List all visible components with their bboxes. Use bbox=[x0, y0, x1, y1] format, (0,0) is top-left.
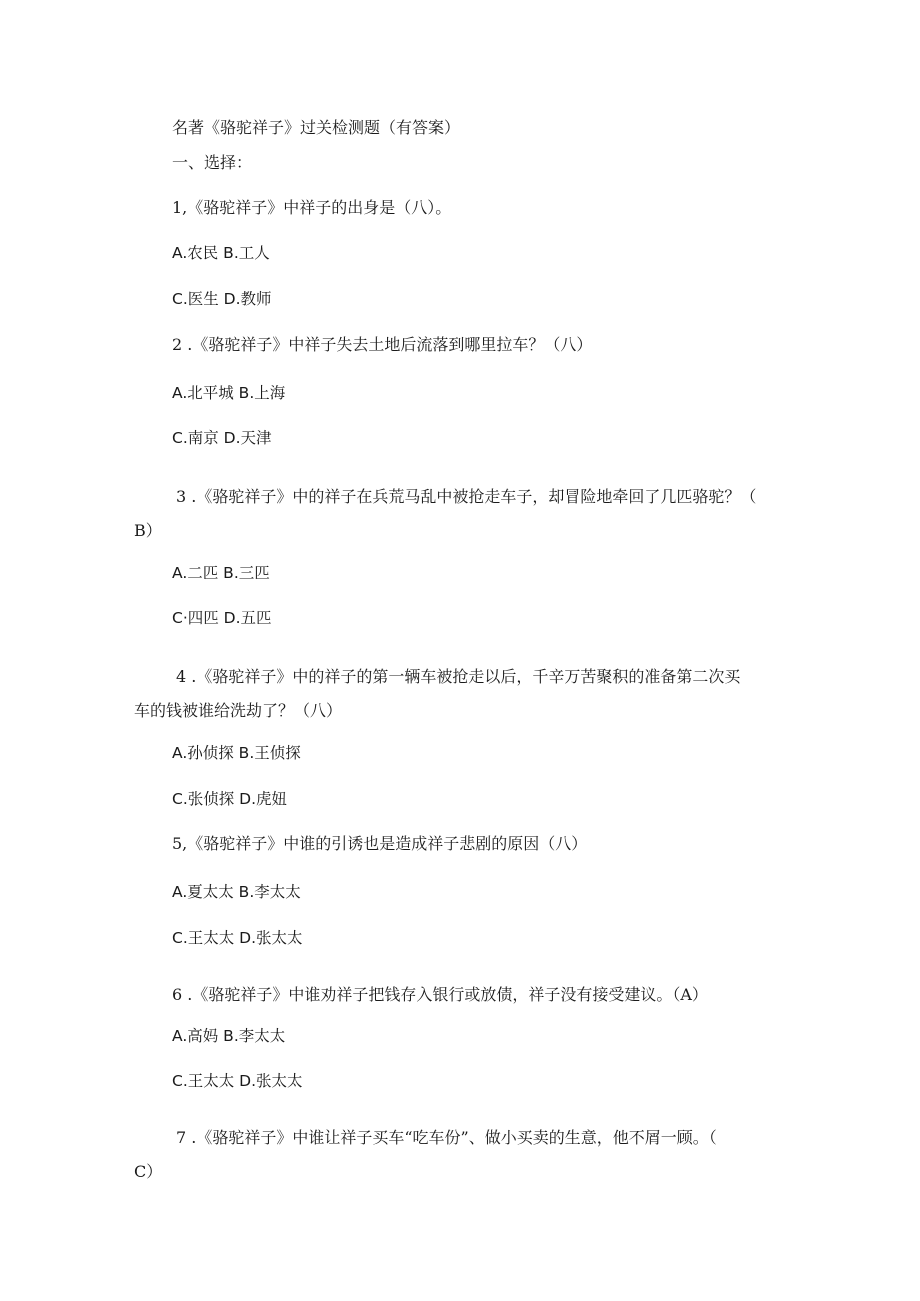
question-3-text-continued: B） bbox=[134, 521, 162, 540]
section-heading: 一、选择： bbox=[172, 153, 253, 172]
question-4-options-ab: A.孙侦探 B.王侦探 bbox=[172, 744, 301, 762]
question-1-text: 1,《骆驼祥子》中祥子的出身是（八）。 bbox=[172, 198, 452, 217]
question-4-options-cd: C.张侦探 D.虎妞 bbox=[172, 790, 288, 808]
question-3-text: 3 .《骆驼祥子》中的祥子在兵荒马乱中被抢走车子，却冒险地牵回了几匹骆驼？（ bbox=[176, 487, 757, 506]
question-7-text: 7 .《骆驼祥子》中谁让祥子买车“吃车份”、做小买卖的生意，他不屑一顾。（ bbox=[176, 1128, 717, 1147]
question-2-text: 2 .《骆驼祥子》中祥子失去土地后流落到哪里拉车？（八） bbox=[172, 335, 593, 354]
question-7-text-continued: C） bbox=[134, 1162, 163, 1181]
question-1-options-ab: A.农民 B.工人 bbox=[172, 244, 270, 262]
question-2-options-cd: C.南京 D.天津 bbox=[172, 429, 272, 447]
question-5-options-cd: C.王太太 D.张太太 bbox=[172, 929, 303, 947]
question-4-text-continued: 车的钱被谁给洗劫了？（八） bbox=[134, 701, 343, 720]
question-5-text: 5,《骆驼祥子》中谁的引诱也是造成祥子悲剧的原因（八） bbox=[172, 834, 588, 853]
question-4-text: 4 .《骆驼祥子》中的祥子的第一辆车被抢走以后，千辛万苦聚积的准备第二次买 bbox=[176, 667, 741, 686]
question-6-options-cd: C.王太太 D.张太太 bbox=[172, 1072, 303, 1090]
question-5-options-ab: A.夏太太 B.李太太 bbox=[172, 883, 301, 901]
question-3-options-ab: A.二匹 B.三匹 bbox=[172, 564, 270, 582]
question-2-options-ab: A.北平城 B.上海 bbox=[172, 384, 286, 402]
document-title: 名著《骆驼祥子》过关检测题（有答案） bbox=[172, 118, 461, 137]
question-6-options-ab: A.高妈 B.李太太 bbox=[172, 1027, 286, 1045]
question-3-options-cd: C·四匹 D.五匹 bbox=[172, 609, 272, 627]
question-6-text: 6 .《骆驼祥子》中谁劝祥子把钱存入银行或放债，祥子没有接受建议。（A） bbox=[172, 985, 708, 1004]
question-1-options-cd: C.医生 D.教师 bbox=[172, 290, 272, 308]
